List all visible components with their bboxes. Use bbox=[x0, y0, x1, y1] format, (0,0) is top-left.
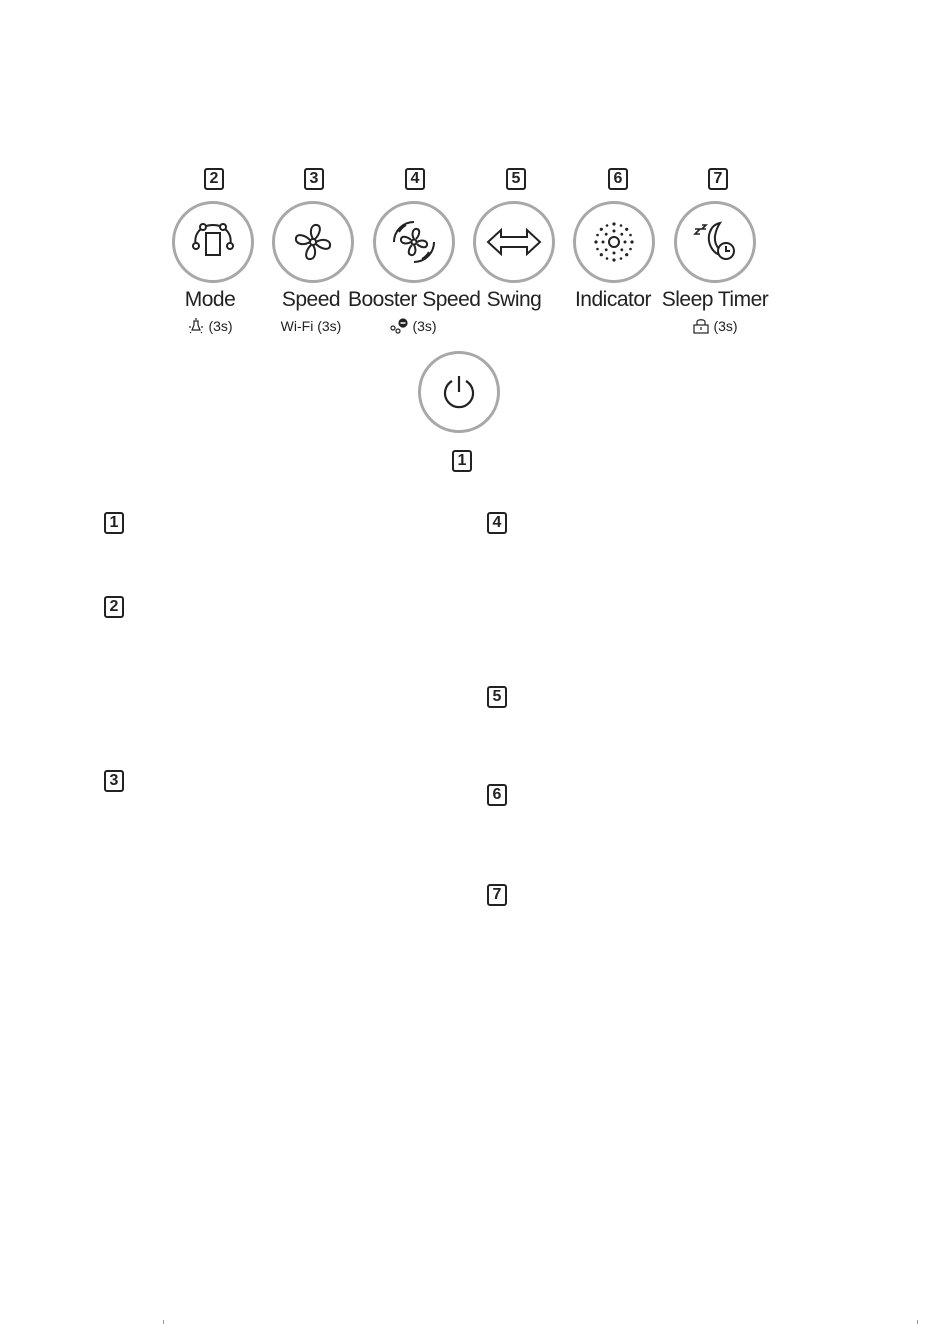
booster-hold-hint bbox=[348, 318, 478, 334]
callout-5: 5 bbox=[506, 168, 526, 190]
light-icon bbox=[187, 318, 205, 334]
speed-button[interactable] bbox=[272, 201, 354, 283]
sleep-timer-label: Sleep Timer bbox=[661, 288, 769, 311]
swing-label: Swing bbox=[486, 288, 542, 311]
child-lock-icon bbox=[692, 318, 710, 334]
legend-item-1: 1 bbox=[104, 512, 124, 534]
callout-3: 3 bbox=[304, 168, 324, 190]
booster-hold-text: (3s) bbox=[412, 318, 437, 334]
indicator-button[interactable] bbox=[573, 201, 655, 283]
legend-item-5: 5 bbox=[487, 686, 507, 708]
booster-speed-button[interactable] bbox=[373, 201, 455, 283]
callout-2: 2 bbox=[204, 168, 224, 190]
legend-item-2: 2 bbox=[104, 596, 124, 618]
crop-mark-right bbox=[917, 1320, 918, 1324]
mode-icon bbox=[187, 216, 239, 268]
filter-reset-icon bbox=[389, 318, 409, 334]
swing-arrows-icon bbox=[485, 227, 543, 257]
mode-label: Mode bbox=[184, 288, 236, 311]
indicator-label: Indicator bbox=[574, 288, 652, 311]
swing-button[interactable] bbox=[473, 201, 555, 283]
speed-label: Speed bbox=[281, 288, 341, 311]
sleep-timer-hold-text: (3s) bbox=[713, 318, 738, 334]
sleep-timer-icon bbox=[690, 217, 740, 267]
fan-icon bbox=[291, 220, 335, 264]
indicator-icon bbox=[590, 218, 638, 266]
sleep-timer-hold-hint bbox=[650, 318, 780, 334]
callout-1: 1 bbox=[452, 450, 472, 472]
booster-speed-label: Booster Speed bbox=[348, 288, 481, 311]
mode-hold-text: (3s) bbox=[208, 318, 233, 334]
legend-item-3: 3 bbox=[104, 770, 124, 792]
callout-7: 7 bbox=[708, 168, 728, 190]
sleep-timer-button[interactable] bbox=[674, 201, 756, 283]
mode-button[interactable] bbox=[172, 201, 254, 283]
legend-item-6: 6 bbox=[487, 784, 507, 806]
power-icon bbox=[439, 372, 479, 412]
speed-hold-text: Wi-Fi (3s) bbox=[280, 318, 342, 334]
crop-mark-left bbox=[163, 1320, 164, 1324]
callout-4: 4 bbox=[405, 168, 425, 190]
booster-fan-icon bbox=[386, 214, 442, 270]
callout-6: 6 bbox=[608, 168, 628, 190]
legend-item-4: 4 bbox=[487, 512, 507, 534]
power-button[interactable] bbox=[418, 351, 500, 433]
legend-item-7: 7 bbox=[487, 884, 507, 906]
